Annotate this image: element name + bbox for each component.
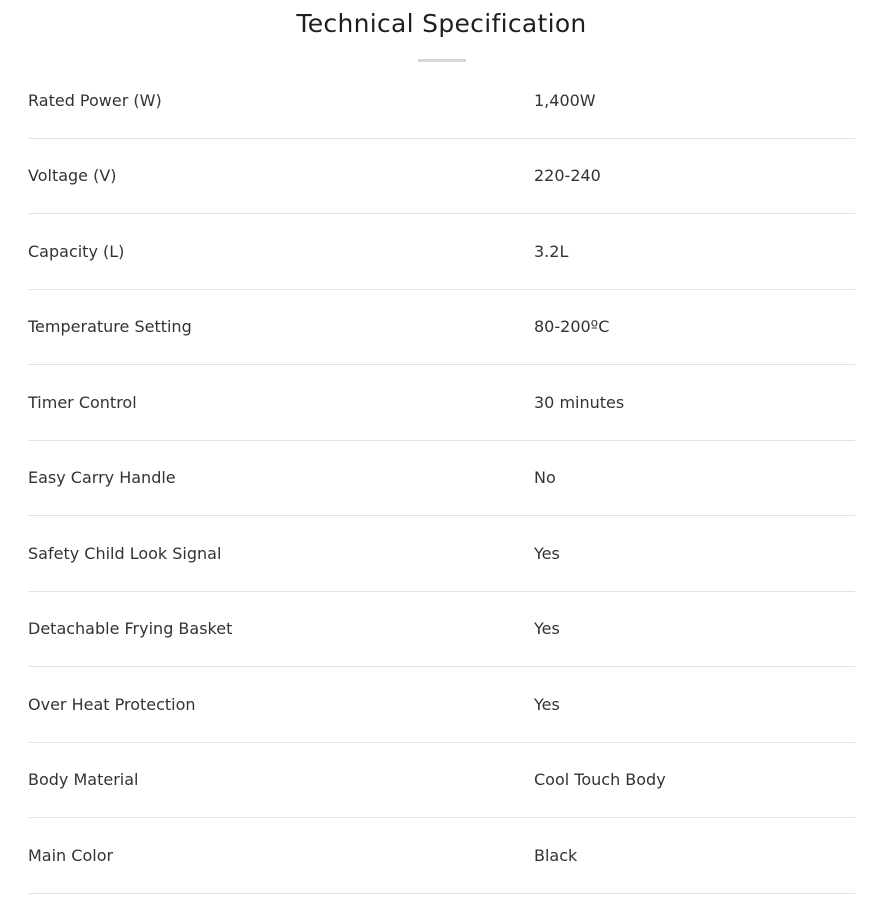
spec-row-easy-carry-handle: [28, 441, 855, 517]
spec-value: 1,400W: [534, 90, 596, 110]
spec-label: Rated Power (W): [28, 90, 162, 110]
spec-label: Easy Carry Handle: [28, 468, 176, 488]
spec-label: Temperature Setting: [28, 317, 192, 337]
spec-value: Yes: [534, 619, 560, 639]
spec-row-voltage: [28, 139, 855, 215]
title-underline: [418, 59, 466, 62]
spec-value: 220-240: [534, 166, 601, 186]
spec-row-main-color: [28, 818, 855, 894]
spec-value: Yes: [534, 543, 560, 563]
spec-value: No: [534, 468, 556, 488]
spec-label: Capacity (L): [28, 241, 125, 261]
spec-value: 3.2L: [534, 241, 569, 261]
spec-value: 30 minutes: [534, 392, 625, 412]
spec-label: Safety Child Look Signal: [28, 543, 222, 563]
spec-row-safety-child-lock: [28, 516, 855, 592]
spec-row-timer-control: [28, 365, 855, 441]
spec-row-detachable-basket: [28, 592, 855, 668]
spec-row-rated-power: [28, 63, 855, 139]
spec-label: Main Color: [28, 845, 114, 865]
spec-value: Black: [534, 845, 578, 865]
spec-row-over-heat-protection: [28, 667, 855, 743]
spec-row-capacity: [28, 214, 855, 290]
page-title: Technical Specification: [296, 9, 587, 38]
spec-label: Timer Control: [28, 392, 137, 412]
spec-table: [28, 63, 855, 894]
spec-row-body-material: [28, 743, 855, 819]
spec-value: Cool Touch Body: [534, 770, 666, 790]
spec-value: Yes: [534, 694, 560, 714]
spec-label: Detachable Frying Basket: [28, 619, 233, 639]
spec-label: Voltage (V): [28, 166, 117, 186]
spec-label: Over Heat Protection: [28, 694, 196, 714]
spec-label: Body Material: [28, 770, 139, 790]
spec-row-temperature-setting: [28, 290, 855, 366]
spec-value: 80-200ºC: [534, 317, 610, 337]
